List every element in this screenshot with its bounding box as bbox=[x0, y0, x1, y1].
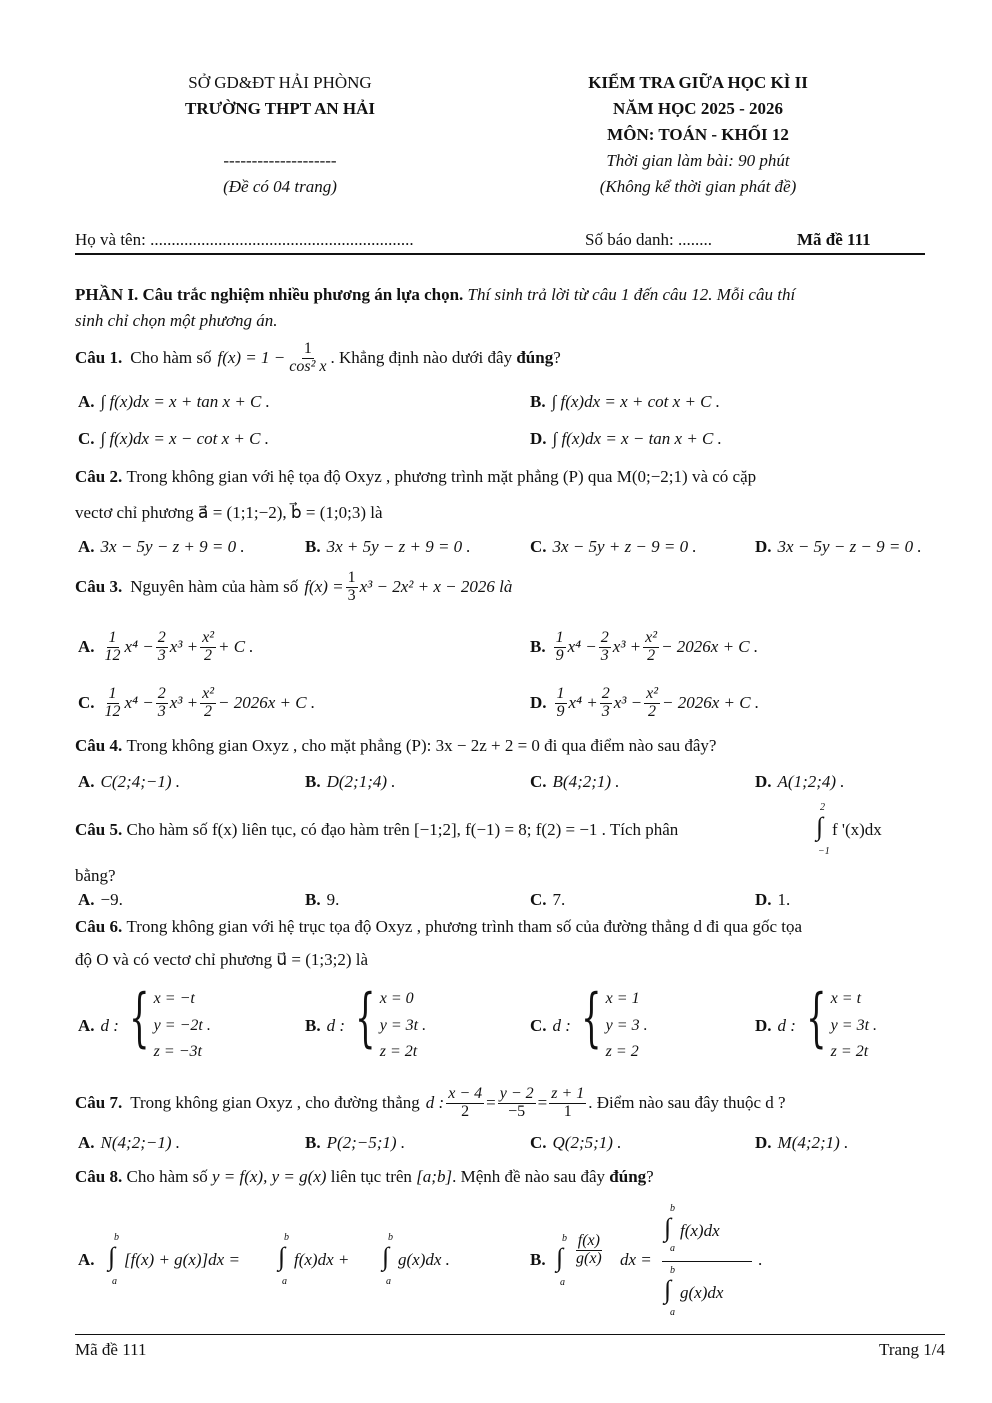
letter-c: C. bbox=[530, 1016, 547, 1035]
q5-text-2: bằng? bbox=[75, 866, 116, 885]
q7-a-text: N(4;2;−1) . bbox=[100, 1133, 180, 1152]
t: x⁴ + bbox=[568, 693, 598, 712]
integral-sign: ∫ bbox=[664, 1213, 672, 1242]
r: y = −2t . bbox=[153, 1016, 211, 1034]
q8-b-den: g(x)dx bbox=[680, 1283, 724, 1302]
integral-sign: ∫ bbox=[382, 1242, 390, 1271]
frac bbox=[498, 1086, 536, 1121]
n: x² bbox=[646, 684, 658, 702]
letter-d: D. bbox=[755, 1133, 772, 1152]
t: − 2026x + C . bbox=[218, 693, 316, 712]
system bbox=[119, 981, 211, 1065]
q1-label: Câu 1. bbox=[75, 348, 123, 367]
q3-label: Câu 3. bbox=[75, 577, 123, 596]
q8-option-a[interactable] bbox=[78, 1230, 498, 1290]
letter-c: C. bbox=[530, 772, 547, 791]
frac bbox=[600, 686, 612, 721]
d: 3 bbox=[601, 702, 610, 720]
letter-b: B. bbox=[305, 1133, 321, 1152]
q7-d-text: M(4;2;1) . bbox=[777, 1133, 849, 1152]
frac bbox=[200, 686, 216, 721]
letter-a: A. bbox=[78, 1250, 95, 1269]
letter-d: D. bbox=[755, 772, 772, 791]
lim: a bbox=[670, 1307, 675, 1318]
footer-page: Trang 1/4 bbox=[879, 1340, 945, 1359]
d: 1 bbox=[563, 1102, 572, 1120]
r: x = 1 bbox=[605, 990, 640, 1008]
question-4 bbox=[75, 736, 716, 756]
q5-lower: −1 bbox=[818, 846, 830, 857]
q5-c-text: 7. bbox=[552, 890, 566, 909]
d: 3 bbox=[157, 702, 166, 720]
part1-title: PHẦN I. Câu trắc nghiệm nhiều phương án lựa chọn. bbox=[75, 285, 464, 304]
q5-option-d[interactable] bbox=[755, 890, 790, 910]
student-id: Số báo danh: ........ bbox=[585, 230, 713, 249]
exam-year: NĂM HỌC 2025 - 2026 bbox=[613, 99, 783, 118]
q2-d-text: 3x − 5y − z − 9 = 0 . bbox=[777, 537, 922, 556]
letter-b: B. bbox=[530, 1250, 546, 1269]
letter-b: B. bbox=[305, 890, 321, 909]
letter-a: A. bbox=[78, 1016, 95, 1035]
q8-a-2: f(x)dx + bbox=[294, 1250, 350, 1269]
lim: a bbox=[282, 1276, 287, 1287]
question-1 bbox=[75, 338, 561, 378]
part1-heading bbox=[75, 285, 795, 305]
t: x³ − bbox=[613, 693, 643, 712]
system bbox=[796, 981, 878, 1065]
d: −5 bbox=[508, 1102, 526, 1120]
t: x⁴ − bbox=[124, 637, 154, 656]
n: 1 bbox=[555, 628, 564, 646]
letter-b: B. bbox=[305, 537, 321, 556]
exam-code: Mã đề 111 bbox=[797, 230, 871, 249]
d: 9 bbox=[555, 646, 564, 664]
q8-end: ? bbox=[646, 1167, 654, 1186]
q7-post: . Điểm nào sau đây thuộc d ? bbox=[588, 1093, 786, 1112]
q3-option-a[interactable] bbox=[78, 622, 254, 672]
integral-sign: ∫ bbox=[556, 1243, 564, 1272]
q8-b-num: f(x)dx bbox=[680, 1221, 720, 1240]
n: 1 bbox=[108, 684, 117, 702]
q4-c-text: B(4;2;1) . bbox=[552, 772, 620, 791]
q3-option-d[interactable] bbox=[530, 678, 759, 728]
q6-option-a[interactable] bbox=[78, 983, 211, 1069]
q1-option-c[interactable] bbox=[78, 429, 269, 449]
q3-option-b[interactable] bbox=[530, 622, 758, 672]
header-right bbox=[548, 70, 848, 200]
q2-option-d[interactable] bbox=[755, 537, 922, 557]
lim: a bbox=[560, 1277, 565, 1288]
q3-pre: Nguyên hàm của hàm số bbox=[130, 577, 299, 596]
n: x − 4 bbox=[448, 1084, 483, 1102]
question-3 bbox=[75, 565, 512, 609]
frac bbox=[644, 686, 660, 721]
exam-time-note: (Không kể thời gian phát đề) bbox=[599, 177, 797, 196]
t: x³ + bbox=[612, 637, 642, 656]
q8-post: . Mệnh đề nào sau đây bbox=[452, 1167, 606, 1186]
system bbox=[345, 981, 427, 1065]
t: − 2026x + C . bbox=[662, 693, 760, 712]
r: z = 2 bbox=[605, 1043, 639, 1061]
frac bbox=[156, 686, 168, 721]
letter-a: A. bbox=[78, 772, 95, 791]
letter-c: C. bbox=[78, 429, 95, 448]
q6-option-c[interactable] bbox=[530, 983, 648, 1069]
r: z = −3t bbox=[153, 1043, 202, 1061]
pages-note: (Đề có 04 trang) bbox=[223, 177, 337, 196]
frac bbox=[200, 630, 216, 665]
frac bbox=[554, 630, 566, 665]
frac bbox=[103, 630, 123, 665]
school-name: TRƯỜNG THPT AN HẢI bbox=[184, 99, 376, 118]
brace: { bbox=[581, 981, 602, 1056]
letter-a: A. bbox=[78, 637, 95, 656]
integral-sign: ∫ bbox=[278, 1242, 286, 1271]
q1-option-b[interactable] bbox=[530, 392, 720, 412]
footer-divider bbox=[75, 1334, 945, 1335]
dept-name: SỞ GD&ĐT HẢI PHÒNG bbox=[188, 73, 372, 92]
letter-b: B. bbox=[530, 637, 546, 656]
q1-fraction bbox=[287, 341, 328, 376]
integral-sign: ∫ bbox=[816, 812, 824, 841]
footer-code: Mã đề 111 bbox=[75, 1340, 147, 1359]
q8-a-3: g(x)dx . bbox=[398, 1250, 450, 1269]
n: x² bbox=[202, 628, 214, 646]
q6-text: Trong không gian với hệ trục tọa độ Oxyz , phương trình tham số của đường thẳng d đi qua gốc tọa bbox=[126, 917, 803, 936]
q4-option-d[interactable] bbox=[755, 772, 845, 792]
q1-pre: Cho hàm số bbox=[130, 348, 212, 367]
q7-option-d[interactable] bbox=[755, 1133, 848, 1153]
letter-c: C. bbox=[530, 890, 547, 909]
q8-a-1: [f(x) + g(x)]dx = bbox=[124, 1250, 240, 1269]
q5-option-c[interactable] bbox=[530, 890, 565, 910]
n: x² bbox=[202, 684, 214, 702]
question-7: Câu 7. Trong không gian Oxyz , cho đường thẳng d : $\frac{x - 4}{2}$ = $\frac{y - 2}{-5}$ = $\frac{z + 1}{1}$ . Điểm nào sau đây thuộc d ? bbox=[75, 1084, 786, 1120]
rows bbox=[606, 986, 648, 1065]
q1-c-text: ∫ f(x)dx = x − cot x + C . bbox=[100, 429, 269, 448]
q1-end: ? bbox=[553, 348, 561, 367]
q2-option-c[interactable] bbox=[530, 537, 697, 557]
r: x = −t bbox=[153, 990, 195, 1008]
q5-option-b[interactable] bbox=[305, 890, 339, 910]
lim: a bbox=[670, 1243, 675, 1254]
d: 3 bbox=[600, 646, 609, 664]
q5-integral bbox=[816, 802, 906, 862]
q4-d-text: A(1;2;4) . bbox=[777, 772, 845, 791]
part1-instruction: Thí sinh trả lời từ câu 1 đến câu 12. Mỗi câu thí bbox=[463, 285, 796, 304]
q7-option-a[interactable] bbox=[78, 1133, 180, 1153]
brace: { bbox=[355, 981, 376, 1056]
d-label: d : bbox=[100, 1016, 119, 1035]
letter-a: A. bbox=[78, 537, 95, 556]
q4-option-c[interactable] bbox=[530, 772, 620, 792]
q2-label: Câu 2. bbox=[75, 467, 123, 486]
d: 2 bbox=[647, 646, 656, 664]
n: 1 bbox=[556, 684, 565, 702]
brace: { bbox=[129, 981, 150, 1056]
question-8 bbox=[75, 1167, 654, 1187]
letter-c: C. bbox=[530, 1133, 547, 1152]
q1-post: . Khẳng định nào dưới đây bbox=[330, 348, 513, 367]
r: x = t bbox=[830, 990, 862, 1008]
letter-a: A. bbox=[78, 1133, 95, 1152]
q2-option-a[interactable] bbox=[78, 537, 245, 557]
exam-time: Thời gian làm bài: 90 phút bbox=[606, 151, 790, 170]
n: z + 1 bbox=[551, 1084, 585, 1102]
n: 2 bbox=[600, 628, 609, 646]
r: z = 2t bbox=[379, 1043, 418, 1061]
q1-option-a[interactable] bbox=[78, 392, 270, 412]
r: y = 3t . bbox=[379, 1016, 427, 1034]
n: x² bbox=[645, 628, 658, 646]
t: x⁴ − bbox=[124, 693, 154, 712]
question-6 bbox=[75, 917, 802, 937]
q4-b-text: D(2;1;4) . bbox=[326, 772, 396, 791]
n: 2 bbox=[601, 684, 610, 702]
brace: { bbox=[806, 981, 827, 1056]
r: z = 2t bbox=[830, 1043, 869, 1061]
n: 1 bbox=[108, 628, 117, 646]
n: f(x) bbox=[577, 1232, 600, 1249]
part1-instruction-2: sinh chỉ chọn một phương án. bbox=[75, 311, 278, 330]
letter-d: D. bbox=[755, 890, 772, 909]
q8-b-big-fraction bbox=[662, 1203, 754, 1325]
letter-a: A. bbox=[78, 890, 95, 909]
d: 9 bbox=[556, 702, 565, 720]
frac bbox=[574, 1233, 604, 1268]
rows bbox=[154, 986, 211, 1065]
q5-a-text: −9. bbox=[100, 890, 123, 909]
q5-text: Cho hàm số f(x) liên tục, có đạo hàm trên [−1;2], f(−1) = 8; f(2) = −1 . Tích phân bbox=[126, 820, 679, 839]
q6-text-2: độ O và có vectơ chỉ phương u⃗ = (1;3;2) là bbox=[75, 950, 369, 969]
letter-d: D. bbox=[755, 537, 772, 556]
q6-option-d[interactable] bbox=[755, 983, 877, 1069]
exam-subject: MÔN: TOÁN - KHỐI 12 bbox=[607, 125, 789, 144]
frac bbox=[643, 630, 659, 665]
t: x³ + bbox=[169, 693, 199, 712]
d: 2 bbox=[204, 646, 213, 664]
q3-func: f(x) = bbox=[304, 577, 344, 596]
q2-text-2: vectơ chỉ phương a⃗ = (1;1;−2), b⃗ = (1;0;3) là bbox=[75, 503, 383, 522]
r: x = 0 bbox=[379, 990, 414, 1008]
fraction-bar bbox=[662, 1261, 752, 1262]
lim: b bbox=[284, 1232, 289, 1243]
q7-option-b[interactable] bbox=[305, 1133, 405, 1153]
q2-text: Trong không gian với hệ tọa độ Oxyz , phương trình mặt phẳng (P) qua M(0;−2;1) và có cặp bbox=[126, 467, 757, 486]
rows bbox=[380, 986, 426, 1065]
q3-den: 3 bbox=[347, 586, 356, 604]
q2-c-text: 3x − 5y + z − 9 = 0 . bbox=[552, 537, 697, 556]
q6-option-b[interactable] bbox=[305, 983, 426, 1069]
t: x³ + bbox=[169, 637, 199, 656]
q3-tail: x³ − 2x² + x − 2026 là bbox=[359, 577, 513, 596]
q4-option-a[interactable] bbox=[78, 772, 180, 792]
q5-label: Câu 5. bbox=[75, 820, 123, 839]
frac bbox=[103, 686, 123, 721]
q8-pre: Cho hàm số bbox=[126, 1167, 208, 1186]
exam-title: KIỂM TRA GIỮA HỌC KÌ II bbox=[588, 73, 808, 92]
frac bbox=[549, 1086, 586, 1121]
q8-b-mid: dx = bbox=[620, 1250, 652, 1269]
q4-option-b[interactable] bbox=[305, 772, 396, 792]
rows bbox=[831, 986, 877, 1065]
q8-label: Câu 8. bbox=[75, 1167, 123, 1186]
t: − 2026x + C . bbox=[661, 637, 759, 656]
student-name: Họ và tên: .............................................................. bbox=[75, 230, 414, 249]
q8-mid: liên tục trên bbox=[330, 1167, 412, 1186]
q8-funcs: y = f(x), y = g(x) bbox=[211, 1167, 327, 1186]
q4-text: Trong không gian Oxyz , cho mặt phẳng (P): 3x − 2z + 2 = 0 đi qua điểm nào sau đây? bbox=[126, 736, 717, 755]
q7-b-text: P(2;−5;1) . bbox=[326, 1133, 406, 1152]
q5-b-text: 9. bbox=[326, 890, 340, 909]
letter-d: D. bbox=[530, 429, 547, 448]
frac bbox=[599, 630, 611, 665]
dashes: -------------------- bbox=[223, 151, 337, 170]
d: 12 bbox=[104, 646, 121, 664]
q1-num: 1 bbox=[303, 339, 312, 357]
letter-c: C. bbox=[78, 693, 95, 712]
q3-num: 1 bbox=[347, 568, 356, 586]
d: 3 bbox=[157, 646, 166, 664]
n: y − 2 bbox=[499, 1084, 534, 1102]
letter-a: A. bbox=[78, 392, 95, 411]
q8-interval: [a;b] bbox=[416, 1167, 453, 1186]
q3-option-c[interactable] bbox=[78, 678, 315, 728]
q5-option-a[interactable] bbox=[78, 890, 123, 910]
q2-a-text: 3x − 5y − z + 9 = 0 . bbox=[100, 537, 245, 556]
lim: b bbox=[562, 1233, 567, 1244]
t: + C . bbox=[218, 637, 254, 656]
q7-d: d : bbox=[425, 1093, 445, 1112]
lim: b bbox=[670, 1265, 675, 1276]
header-divider bbox=[75, 253, 925, 255]
r: y = 3 . bbox=[605, 1016, 648, 1034]
q1-a-text: ∫ f(x)dx = x + tan x + C . bbox=[100, 392, 270, 411]
q5-integrand: f '(x)dx bbox=[832, 820, 882, 839]
q7-option-c[interactable] bbox=[530, 1133, 621, 1153]
q1-func: f(x) = 1 − bbox=[217, 348, 286, 367]
integral-sign: ∫ bbox=[664, 1275, 672, 1304]
d: 2 bbox=[461, 1102, 470, 1120]
letter-c: C. bbox=[530, 537, 547, 556]
letter-d: D. bbox=[755, 1016, 772, 1035]
lim: b bbox=[114, 1232, 119, 1243]
q4-a-text: C(2;4;−1) . bbox=[100, 772, 180, 791]
q1-option-d[interactable] bbox=[530, 429, 722, 449]
q1-d-text: ∫ f(x)dx = x − tan x + C . bbox=[552, 429, 722, 448]
d: 2 bbox=[204, 702, 213, 720]
q2-option-b[interactable] bbox=[305, 537, 471, 557]
frac bbox=[156, 630, 168, 665]
q1-b-text: ∫ f(x)dx = x + cot x + C . bbox=[551, 392, 720, 411]
q3-fraction bbox=[346, 570, 358, 605]
d: 12 bbox=[104, 702, 121, 720]
q1-bold: đúng bbox=[516, 348, 554, 367]
q7-label: Câu 7. bbox=[75, 1093, 123, 1112]
letter-d: D. bbox=[530, 693, 547, 712]
letter-b: B. bbox=[305, 772, 321, 791]
q2-b-text: 3x + 5y − z + 9 = 0 . bbox=[326, 537, 471, 556]
d-label: d : bbox=[326, 1016, 346, 1035]
d: g(x) bbox=[576, 1249, 602, 1267]
q6-label: Câu 6. bbox=[75, 917, 123, 936]
integral-sign: ∫ bbox=[108, 1242, 116, 1271]
q1-den: cos² x bbox=[289, 357, 327, 375]
n: 2 bbox=[157, 684, 166, 702]
letter-b: B. bbox=[530, 392, 546, 411]
lim: a bbox=[386, 1276, 391, 1287]
header-left bbox=[130, 70, 430, 200]
q5-upper: 2 bbox=[820, 802, 825, 813]
q7-c-text: Q(2;5;1) . bbox=[552, 1133, 622, 1152]
t: x⁴ − bbox=[567, 637, 597, 656]
d: 2 bbox=[648, 702, 657, 720]
frac bbox=[446, 1086, 484, 1121]
question-5 bbox=[75, 820, 678, 840]
question-2 bbox=[75, 467, 756, 487]
q4-label: Câu 4. bbox=[75, 736, 123, 755]
lim: b bbox=[670, 1203, 675, 1214]
r: y = 3t . bbox=[830, 1016, 878, 1034]
period: . bbox=[758, 1250, 763, 1269]
q7-pre: Trong không gian Oxyz , cho đường thẳng bbox=[130, 1093, 420, 1112]
lim: b bbox=[388, 1232, 393, 1243]
q8-option-b[interactable] bbox=[530, 1203, 830, 1325]
letter-b: B. bbox=[305, 1016, 321, 1035]
system bbox=[571, 981, 648, 1065]
d-label: d : bbox=[777, 1016, 796, 1035]
lim: a bbox=[112, 1276, 117, 1287]
frac bbox=[555, 686, 567, 721]
q8-bold: đúng bbox=[609, 1167, 647, 1186]
n: 2 bbox=[157, 628, 166, 646]
q5-d-text: 1. bbox=[777, 890, 791, 909]
d-label: d : bbox=[552, 1016, 571, 1035]
